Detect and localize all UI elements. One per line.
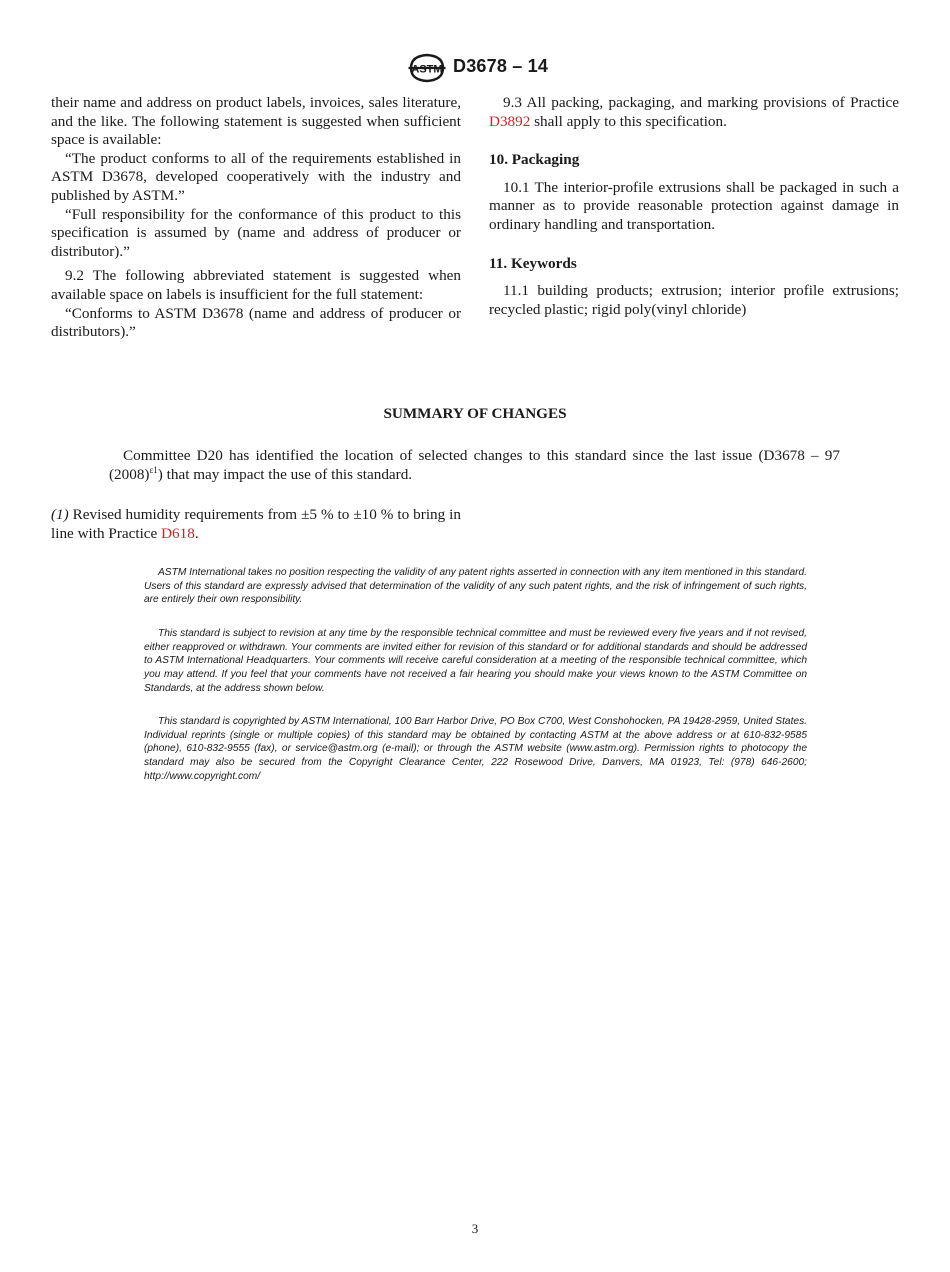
- d3892-link[interactable]: D3892: [489, 112, 531, 130]
- change-list: [51, 506, 461, 543]
- summary-of-changes-title: SUMMARY OF CHANGES: [383, 405, 567, 422]
- revision-notice-text: This standard is subject to revision at any time by the responsible technical committee and must be reviewed every five years and if not revised, either reapproved or withdrawn. Your comments are invited either for revision of this standard or for additional standards and should be addressed to ASTM International Headquarters. Your comments will receive careful consideration at a meeting of the responsible technical committee, which you may attend. If you feel that your comments have not received a fair hearing you should make your views known to the ASTM Committee on Standards, at the address shown below.: [144, 628, 807, 694]
- d618-link[interactable]: D618: [161, 524, 195, 542]
- patent-notice: [144, 566, 807, 607]
- summary-text-after: ) that may impact the use of this standard.: [157, 465, 413, 483]
- right-column: [489, 94, 899, 319]
- abbreviated-statement-quote: “Conforms to ASTM D3678 (name and address of producer or distributors).”: [51, 304, 461, 341]
- marking-continued-text: their name and address on product labels, invoices, sales literature, and the like. The following statement is suggested when sufficient space is available:: [51, 94, 461, 149]
- logo-text: ASTM: [411, 63, 443, 76]
- full-statement-quote: “The product conforms to all of the requirements established in ASTM D3678, developed cooperatively with the industry and published by ASTM.”: [51, 149, 461, 204]
- page-number: 3: [471, 1221, 479, 1236]
- change-item-before: Revised humidity requirements from ±5 % to ±10 % to bring in line with Practice: [51, 506, 461, 542]
- astm-logo: [408, 52, 446, 84]
- left-column: [51, 94, 461, 342]
- section-9-3-text: [489, 94, 899, 131]
- summary-of-changes-text: [109, 447, 840, 484]
- responsibility-quote: “Full responsibility for the conformance of this product to this specification is assumed by (name and address of producer or distributor).”: [51, 205, 461, 260]
- summary-text-before: Committee D20 has identified the location of selected changes to this standard since the last issue (D3678 – 97 (2008): [109, 447, 840, 483]
- change-item: [51, 506, 461, 543]
- section-9-3-before: 9.3 All packing, packaging, and marking provisions of Practice: [503, 94, 899, 111]
- copyright-notice-text: This standard is copyrighted by ASTM International, 100 Barr Harbor Drive, PO Box C700, West Conshohocken, PA 19428-2959, United States. Individual reprints (single or multiple copies) of this standard may be obtained by contacting ASTM at the above address or at 610-832-9585 (phone), 610-832-9555 (fax), or service@astm.org (e-mail); or through the ASTM website (www.astm.org). Permission rights to photocopy the standard may also be secured from the Copyright Clearance Center, 222 Rosewood Drive, Danvers, MA 01923, Tel: (978) 646-2600; http://www.copyright.com/: [144, 716, 807, 782]
- section-9-2-text: 9.2 The following abbreviated statement is suggested when available space on labels is insufficient for the full statement:: [51, 267, 461, 303]
- section-10-heading: 10. Packaging: [489, 151, 580, 169]
- revision-notice: [144, 627, 807, 696]
- section-11-heading: 11. Keywords: [489, 254, 577, 272]
- copyright-notice: [144, 715, 807, 784]
- standard-designation: D3678 – 14: [453, 56, 549, 76]
- summary-superscript: ε1: [149, 464, 158, 475]
- section-11-1-text: 11.1 building products; extrusion; interior profile extrusions; recycled plastic; rigid poly(vinyl chloride): [489, 282, 899, 318]
- section-10-1-text: 10.1 The interior-profile extrusions shall be packaged in such a manner as to provide reasonable protection against damage in ordinary handling and transportation.: [489, 178, 899, 233]
- section-9-3-after: shall apply to this specification.: [530, 112, 727, 130]
- change-item-after: .: [194, 524, 199, 542]
- page-header: [0, 50, 950, 86]
- patent-notice-text: ASTM International takes no position respecting the validity of any patent rights asserted in connection with any item mentioned in this standard. Users of this standard are expressly advised that determination of the validity of any such patent rights, and the risk of infringement of such rights, are entirely their own responsibility.: [144, 567, 807, 606]
- change-item-number: (1): [51, 506, 69, 523]
